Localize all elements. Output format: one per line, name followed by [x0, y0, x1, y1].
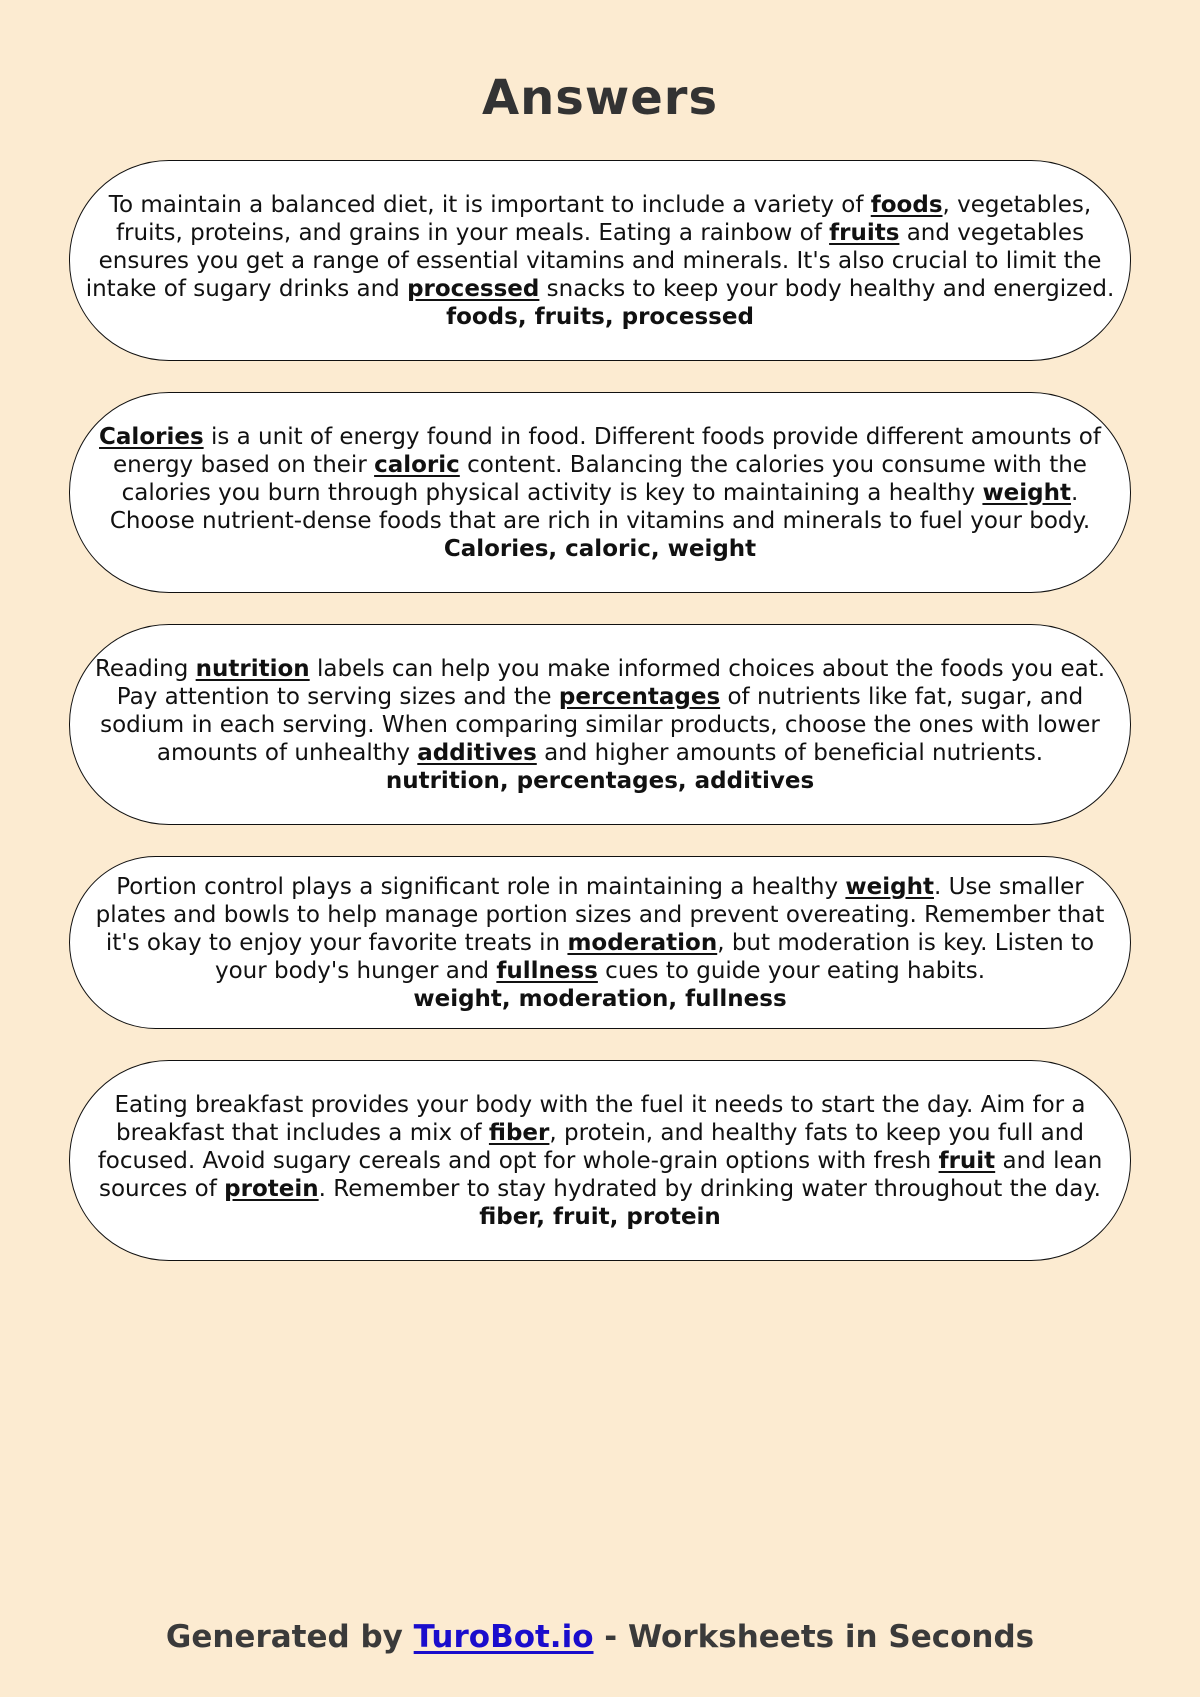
- answer-key: weight, moderation, fullness: [413, 985, 787, 1012]
- filled-blank: weight: [982, 479, 1072, 506]
- footer-suffix: - Worksheets in Seconds: [593, 1619, 1035, 1655]
- filled-blank: weight: [845, 873, 934, 900]
- passage-text: . Remember to stay hydrated by drinking water throughout the day.: [318, 1175, 1101, 1202]
- passage-text: , vegetables, fruits, proteins, and grains in your meals. Eating a rainbow of: [115, 191, 1092, 246]
- filled-blank: processed: [407, 275, 540, 302]
- filled-blank: percentages: [558, 683, 721, 710]
- answer-card-4: [69, 856, 1131, 1029]
- answer-card-2: [69, 392, 1131, 593]
- passage-text: and vegetables ensures you get a range of essential vitamins and minerals. It's also crucial to limit the intake of sugary drinks and: [85, 219, 1102, 302]
- passage-text: and higher amounts of beneficial nutrients.: [536, 739, 1044, 766]
- footer-prefix: Generated by: [165, 1619, 414, 1655]
- filled-blank: fiber: [488, 1119, 550, 1146]
- filled-blank: fullness: [496, 957, 598, 984]
- filled-blank: fruit: [938, 1147, 996, 1174]
- answer-card-1: [69, 160, 1131, 361]
- passage-text: labels can help you make informed choices about the foods you eat. Pay attention to serving sizes and the: [116, 655, 1106, 710]
- passage-text: of nutrients like fat, sugar, and sodium in each serving. When comparing similar products, choose the ones with lower amounts of unhealthy: [100, 683, 1100, 766]
- card-passage: [84, 655, 1116, 767]
- passage-text: To maintain a balanced diet, it is important to include a variety of: [108, 191, 871, 218]
- answer-key: fiber, fruit, protein: [479, 1203, 721, 1230]
- filled-blank: Calories: [99, 423, 204, 450]
- answer-key: nutrition, percentages, additives: [385, 767, 815, 794]
- card-passage: [84, 423, 1116, 535]
- passage-text: content. Balancing the calories you consume with the calories you burn through physical activity is key to maintaining a healthy: [121, 451, 1087, 506]
- passage-text: snacks to keep your body healthy and energized.: [539, 275, 1115, 302]
- filled-blank: fruits: [829, 219, 900, 246]
- passage-text: Eating breakfast provides your body with the fuel it needs to start the day. Aim for a breakfast that includes a mix of: [114, 1091, 1086, 1146]
- filled-blank: moderation: [567, 929, 718, 956]
- filled-blank: nutrition: [195, 655, 310, 682]
- passage-text: . Choose nutrient-dense foods that are rich in vitamins and minerals to fuel your body.: [109, 479, 1091, 534]
- passage-text: is a unit of energy found in food. Different foods provide different amounts of energy based on their: [113, 423, 1101, 478]
- passage-text: Reading: [94, 655, 196, 682]
- filled-blank: protein: [224, 1175, 319, 1202]
- filled-blank: caloric: [374, 451, 460, 478]
- passage-text: . Use smaller plates and bowls to help manage portion sizes and prevent overeating. Remember that it's okay to enjoy your favorite treats in: [95, 873, 1105, 956]
- passage-text: , but moderation is key. Listen to your body's hunger and: [214, 929, 1095, 984]
- card-passage: [84, 1091, 1116, 1203]
- passage-text: , protein, and healthy fats to keep you full and focused. Avoid sugary cereals and opt for whole-grain options with fresh: [97, 1119, 1084, 1174]
- card-passage: [84, 191, 1116, 303]
- page-title: Answers: [481, 70, 719, 126]
- card-passage: [84, 873, 1116, 985]
- answer-card-3: [69, 624, 1131, 825]
- passage-text: Portion control plays a significant role in maintaining a healthy: [116, 873, 846, 900]
- answer-key: Calories, caloric, weight: [443, 535, 757, 562]
- turobot-link[interactable]: TuroBot.io: [413, 1619, 594, 1655]
- filled-blank: additives: [417, 739, 537, 766]
- passage-text: cues to guide your eating habits.: [597, 957, 986, 984]
- filled-blank: foods: [870, 191, 943, 218]
- passage-text: and lean sources of: [99, 1147, 1103, 1202]
- footer: [0, 1617, 1200, 1657]
- answer-card-5: [69, 1060, 1131, 1261]
- answer-key: foods, fruits, processed: [446, 303, 754, 330]
